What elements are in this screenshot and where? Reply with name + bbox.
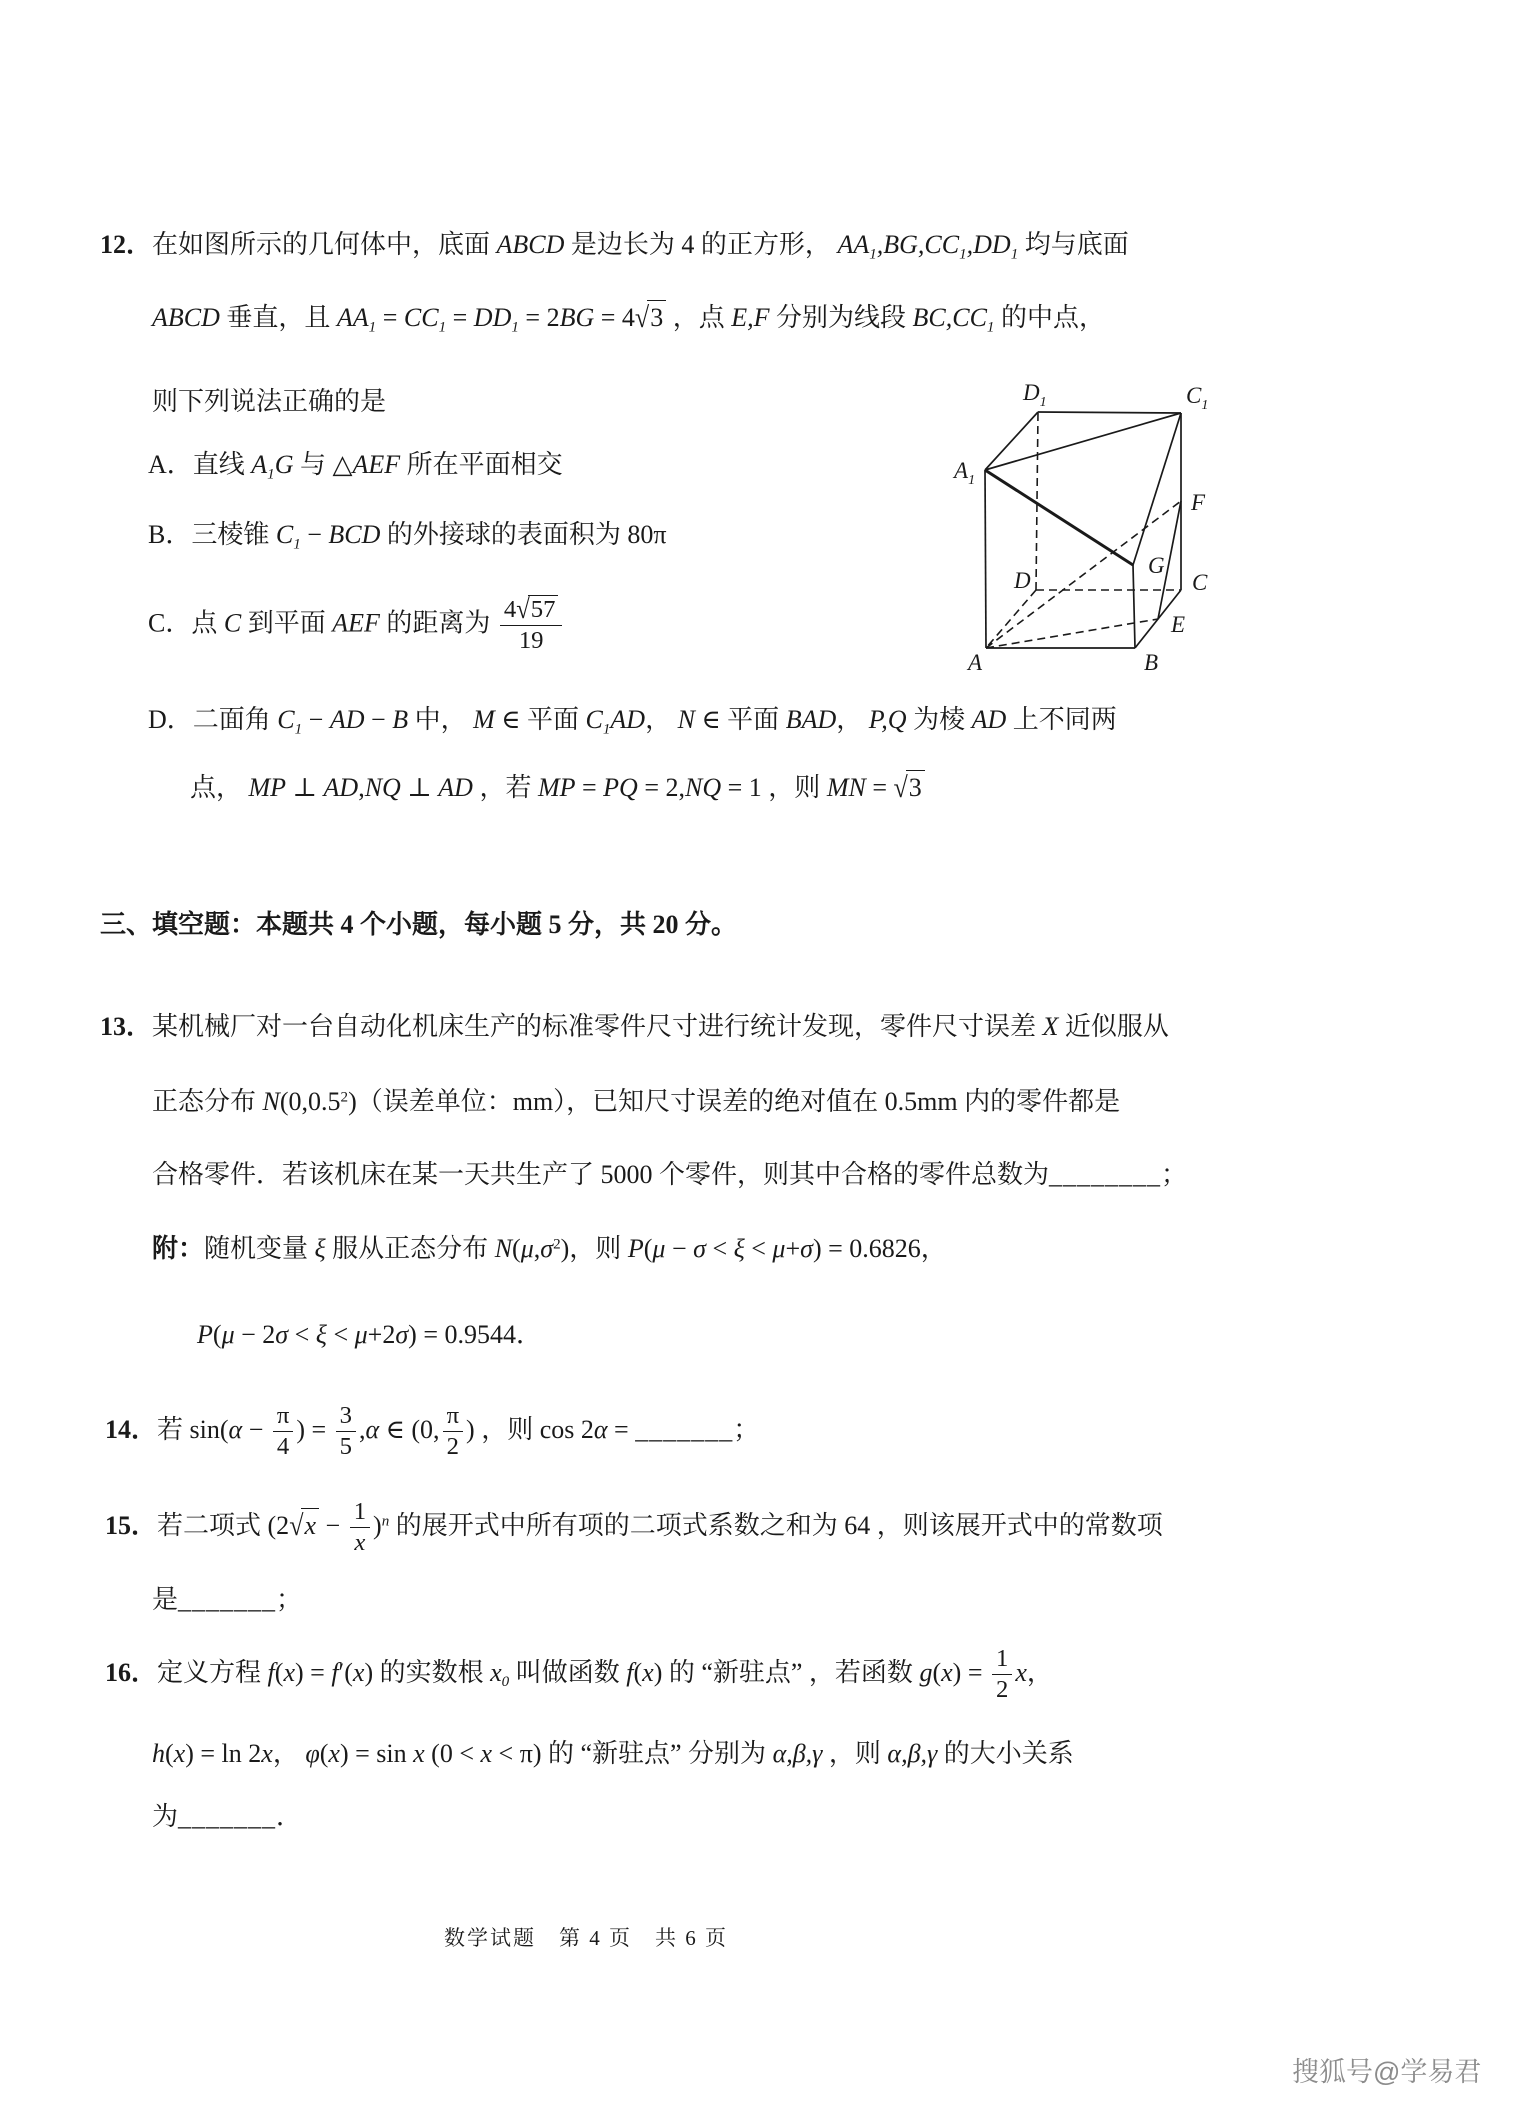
q16-line-2: h(x) = ln 2x， φ(x) = sin x (0 < x < π) 的 “新驻点” 分别为 α,β,γ ，则 α,β,γ 的大小关系 <box>152 1739 1074 1768</box>
vertex-label-b: B <box>1144 650 1159 675</box>
figure-thick-edge-a1g <box>985 470 1133 565</box>
vertex-label-d1: $D_1$ <box>1023 380 1047 410</box>
q12-option-d-line-2: 点， MP ⊥ AD,NQ ⊥ AD ，若 MP = PQ = 2,NQ = 1 ，则 MN = √3 <box>190 770 925 805</box>
q12-line-1: 12．在如图所示的几何体中，底面 ABCD 是边长为 4 的正方形， $AA_1,BG,CC_1,DD_1$ 均与底面 <box>100 230 1129 263</box>
q12-option-a: A．直线 $A_1G$ 与 △AEF 所在平面相交 <box>148 450 563 483</box>
vertex-label-g: G <box>1148 553 1165 578</box>
vertex-label-d: D <box>1014 568 1031 593</box>
vertex-label-c1: $C_1$ <box>1186 383 1209 413</box>
q12-option-b: B．三棱锥 $C_1$ − BCD 的外接球的表面积为 80π <box>148 520 667 553</box>
section-3-heading: 三、填空题：本题共 4 个小题，每小题 5 分，共 20 分。 <box>100 910 738 939</box>
figure-dashed-edges <box>986 412 1181 648</box>
page-footer: 数学试题 第 4 页 共 6 页 <box>444 1926 728 1950</box>
figure-solid-edges <box>985 412 1181 648</box>
q16-line-1: 16．定义方程 f(x) = f′(x) 的实数根 $x_0$ 叫做函数 f(x) 的 “新驻点” ，若函数 g(x) = $\frac{1}{2}$ x， <box>105 1645 1053 1704</box>
q12-option-c: C．点 C 到平面 AEF 的距离为 $\frac{4√57}{19}$ <box>148 595 565 656</box>
q12-line-3: 则下列说法正确的是 <box>152 387 387 416</box>
vertex-label-f: F <box>1191 490 1206 515</box>
q15-line-1: 15．若二项式 (2√x − $\frac{1}{x}$ )$^n$ 的展开式中所有项的二项式系数之和为 64 ，则该展开式中的常数项 <box>105 1498 1163 1557</box>
vertex-label-c: C <box>1192 570 1208 595</box>
q13-note-line-2: P(μ − 2σ < ξ < μ+2σ) = 0.9544． <box>197 1320 542 1349</box>
vertex-label-a: A <box>968 650 983 675</box>
q12-line-2: ABCD 垂直，且 $AA_1 = CC_1 = DD_1 = 2BG = 4√3$ ，点 E,F 分别为线段 $BC,CC_1$ 的中点， <box>152 301 1105 336</box>
q13-line-3: 合格零件．若该机床在某一天共生产了 5000 个零件，则其中合格的零件总数为________； <box>152 1160 1188 1189</box>
vertex-label-e: E <box>1171 612 1186 637</box>
q15-line-2: 是_______； <box>152 1585 303 1614</box>
q14-line-1: 14．若 sin(α − $\frac{\pi}{4}$ ) = $\frac{3}{5}$ ,α ∈ (0, $\frac{\pi}{2}$ ) ，则 cos 2α = _______； <box>105 1402 760 1461</box>
q12-geometry-figure <box>928 370 1258 692</box>
watermark: 搜狐号@学易君 <box>1292 2057 1482 2087</box>
q13-line-1: 13．某机械厂对一台自动化机床生产的标准零件尺寸进行统计发现，零件尺寸误差 X 近似服从 <box>100 1012 1169 1041</box>
q13-line-2: 正态分布 N(0,0.5$^2$)（误差单位：mm），已知尺寸误差的绝对值在 0.5mm 内的零件都是 <box>152 1087 1121 1116</box>
vertex-label-a1: $A_1$ <box>954 458 976 488</box>
q16-line-3: 为_______． <box>152 1802 303 1831</box>
q12-option-d-line-1: D．二面角 $C_1$ − AD − B 中， M ∈ 平面 $C_1AD$， N ∈ 平面 BAD， P,Q 为棱 AD 上不同两 <box>148 705 1117 738</box>
q13-note-line-1: 附：随机变量 ξ 服从正态分布 $N(\mu,\sigma^2)$，则 P(μ − σ < ξ < μ+σ) = 0.6826， <box>152 1234 947 1263</box>
